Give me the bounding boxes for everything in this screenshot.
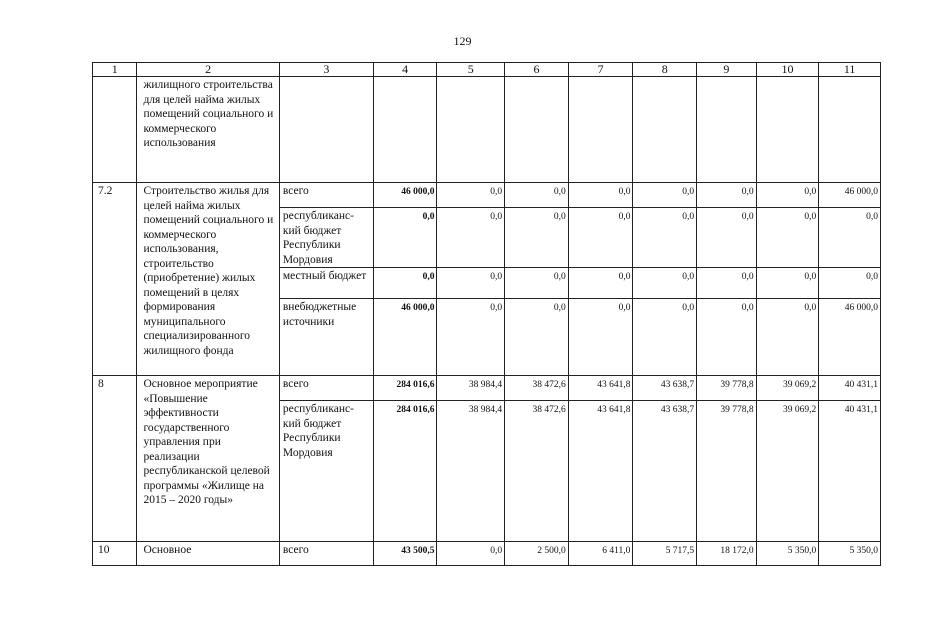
table-cell: 39 778,8 [697,376,757,401]
table-cell: 43 641,8 [568,376,633,401]
table-cell: 38 984,4 [437,376,505,401]
table-cell: 0,0 [568,299,633,376]
table-row [93,542,881,566]
table-cell: 39 069,2 [756,401,819,542]
page-number: 129 [453,34,472,48]
row-source: республиканс-кий бюджет Республики Мордовия [279,208,373,268]
row-source: всего [279,542,373,566]
table-cell: 40 431,1 [819,376,881,401]
column-header: 1 [93,63,137,77]
column-header: 10 [756,63,819,77]
column-header: 5 [437,63,505,77]
row-source: внебюджетные источники [279,299,373,376]
table-cell: 43 638,7 [633,376,697,401]
table-cell: 38 984,4 [437,401,505,542]
table-cell [697,77,757,183]
table-cell: 0,0 [697,183,757,208]
table-cell: 0,0 [633,299,697,376]
table-cell: 38 472,6 [505,376,569,401]
column-header: 3 [279,63,373,77]
table-header-row [93,63,881,77]
row-code: 10 [93,542,137,566]
table-row-continued [93,77,881,183]
table-cell: 0,0 [568,183,633,208]
column-header: 11 [819,63,881,77]
table-cell: 0,0 [505,268,569,299]
row-code: 8 [93,376,137,542]
table-cell: 0,0 [697,208,757,268]
row-source: республиканс-кий бюджет Республики Мордовия [279,401,373,542]
table-row [93,183,881,208]
table-cell: 38 472,6 [505,401,569,542]
row-name: жилищного строительства для целей найма жилых помещений социального и коммерческого использования [137,77,279,183]
table-cell: 0,0 [633,183,697,208]
table-cell: 5 717,5 [633,542,697,566]
table-cell [756,77,819,183]
column-header: 2 [137,63,279,77]
table-cell: 5 350,0 [819,542,881,566]
table-cell: 39 069,2 [756,376,819,401]
table-cell: 6 411,0 [568,542,633,566]
row-name: Основное [137,542,279,566]
table-cell: 0,0 [568,268,633,299]
table-cell: 43 638,7 [633,401,697,542]
table-cell: 0,0 [437,268,505,299]
table-cell [505,77,569,183]
row-name: Основное мероприятие «Повышение эффективности государственного управления при реализации республиканской целевой программы «Жилище на 2015 – 2020 годы» [137,376,279,542]
table-cell: 40 431,1 [819,401,881,542]
budget-table [92,62,881,566]
table-cell: 0,0 [756,268,819,299]
column-header: 8 [633,63,697,77]
table-row [93,376,881,401]
table-cell: 46 000,0 [373,183,437,208]
table-cell: 46 000,0 [373,299,437,376]
table-cell [437,77,505,183]
table-cell: 0,0 [633,268,697,299]
row-source: всего [279,376,373,401]
column-header: 9 [697,63,757,77]
table-cell: 18 172,0 [697,542,757,566]
table-cell: 0,0 [697,299,757,376]
table-cell: 5 350,0 [756,542,819,566]
table-cell: 0,0 [505,208,569,268]
table-cell: 0,0 [373,208,437,268]
table-cell: 46 000,0 [819,299,881,376]
table-cell: 0,0 [756,183,819,208]
table-cell: 43 500,5 [373,542,437,566]
table-cell: 39 778,8 [697,401,757,542]
table-cell: 284 016,6 [373,401,437,542]
row-source [279,77,373,183]
table-cell: 0,0 [819,268,881,299]
table-cell [373,77,437,183]
table-cell [568,77,633,183]
column-header: 7 [568,63,633,77]
table-cell: 0,0 [505,299,569,376]
table-cell: 0,0 [437,299,505,376]
table-cell: 46 000,0 [819,183,881,208]
table-cell: 43 641,8 [568,401,633,542]
row-source: всего [279,183,373,208]
table-cell: 0,0 [568,208,633,268]
table-cell: 0,0 [756,299,819,376]
table-cell: 0,0 [756,208,819,268]
table-cell: 0,0 [437,208,505,268]
column-header: 4 [373,63,437,77]
table-cell [633,77,697,183]
table-cell: 284 016,6 [373,376,437,401]
row-code [93,77,137,183]
table-cell [819,77,881,183]
column-header: 6 [505,63,569,77]
table-cell: 0,0 [505,183,569,208]
row-code: 7.2 [93,183,137,376]
table-cell: 0,0 [697,268,757,299]
table-cell: 2 500,0 [505,542,569,566]
table-cell: 0,0 [373,268,437,299]
table-cell: 0,0 [819,208,881,268]
row-name: Строительство жилья для целей найма жилых помещений социального и коммерческого использования, строительство (приобретение) жилых помещений в целях формирования муниципального специализированного жилищного фонда [137,183,279,376]
table-cell: 0,0 [633,208,697,268]
table-cell: 0,0 [437,183,505,208]
table-cell: 0,0 [437,542,505,566]
row-source: местный бюджет [279,268,373,299]
